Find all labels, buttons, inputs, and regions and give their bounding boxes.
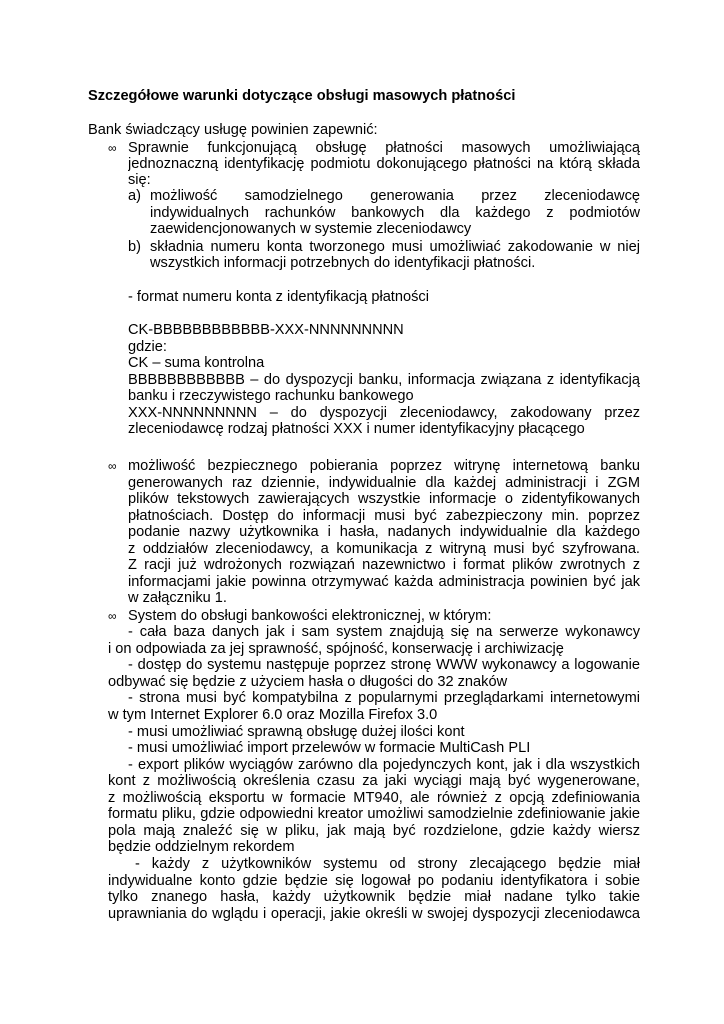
bullet1-line: się: — [128, 172, 151, 188]
bullet2-line: podanie nazwy użytkownika i hasła, nadanych indywidualnie dla każdego — [128, 524, 640, 540]
bullet-infinity-icon: ∞ — [108, 459, 117, 473]
bullet3-line: tylko znanego hasła, każdy użytkownik będzie miał nadane tylko takie — [108, 889, 640, 905]
bullet1-line: Sprawnie funkcjonującą obsługę płatności masowych umożliwiającą — [128, 140, 640, 156]
gdzie-label: gdzie: — [128, 339, 167, 355]
xxx-definition-line: XXX-NNNNNNNNN – do dyspozycji zleceniodawcy, zakodowany przez — [128, 405, 640, 421]
document-title: Szczegółowe warunki dotyczące obsługi masowych płatności — [88, 88, 516, 104]
format-heading: - format numeru konta z identyfikacją płatności — [128, 289, 429, 305]
bullet3-line: - export plików wyciągów zarówno dla pojedynczych kont, jak i dla wszystkich — [128, 757, 640, 773]
bullet2-line: w załączniku 1. — [128, 590, 227, 606]
bullet2-line: Z racji już wdrożonych rozwiązań nazewnictwo i format plików zwrotnych z — [128, 557, 640, 573]
bullet2-line: informacjami jakie powinna otrzymywać każda administracja powinien być jak — [128, 574, 640, 590]
bullet3-line: indywidualne konto gdzie będzie się logował po podaniu identyfikatora i sobie — [108, 873, 640, 889]
bullet3-line: - każdy z użytkowników systemu od strony zlecającego będzie miał — [135, 856, 640, 872]
bullet3-line: - musi umożliwiać sprawną obsługę dużej ilości kont — [128, 724, 465, 740]
ck-definition: CK – suma kontrolna — [128, 355, 265, 371]
xxx-definition-line: zleceniodawcę rodzaj płatności XXX i numer identyfikacyjny płacącego — [128, 421, 585, 437]
bullet3-line: z możliwością eksportu w formacie MT940, ale również z opcją zdefiniowania — [108, 790, 640, 806]
bullet-infinity-icon: ∞ — [108, 609, 117, 623]
bb-definition-line: banku i rzeczywistego rachunku bankowego — [128, 388, 414, 404]
sublist-marker-b: b) — [128, 239, 141, 255]
sublist-a-line: możliwość samodzielnego generowania przez zleceniodawcę — [150, 188, 640, 204]
bullet1-line: jednoznaczną identyfikację podmiotu dokonującego płatności na którą składa — [128, 156, 640, 172]
bullet3-line: - strona musi być kompatybilna z popularnymi przeglądarkami internetowymi — [128, 690, 640, 706]
bullet3-line: będzie oddzielnym rekordem — [108, 839, 295, 855]
bullet3-line: i on odpowiada za jej sprawność, spójność, konserwację i archiwizację — [108, 641, 564, 657]
bullet-infinity-icon: ∞ — [108, 141, 117, 155]
bullet3-line: pola mają znaleźć się w pliku, jak mają być rozdzielone, gdzie każdy wiersz — [108, 823, 640, 839]
bullet3-heading: System do obsługi bankowości elektronicznej, w którym: — [128, 608, 492, 624]
sublist-marker-a: a) — [128, 188, 141, 204]
bullet2-line: generowanych raz dziennie, indywidualnie dla każdej administracji i ZGM — [128, 475, 640, 491]
intro-text: Bank świadczący usługę powinien zapewnić: — [88, 122, 378, 138]
bullet3-line: - musi umożliwiać import przelewów w formacie MultiCash PLI — [128, 740, 531, 756]
bullet2-line: plików tekstowych zawierających wszystkie informacje o zidentyfikowanych — [128, 491, 640, 507]
sublist-a-line: zaewidencjonowanych w systemie zleceniodawcy — [150, 221, 472, 237]
bb-definition-line: BBBBBBBBBBBB – do dyspozycji banku, informacja związana z identyfikacją — [128, 372, 640, 388]
bullet3-line: w tym Internet Explorer 6.0 oraz Mozilla Firefox 3.0 — [108, 707, 438, 723]
sublist-b-line: wszystkich informacji potrzebnych do identyfikacji płatności. — [150, 255, 536, 271]
bullet3-line: odbywać się będzie z użyciem hasła o długości do 32 znaków — [108, 674, 508, 690]
bullet3-line: - dostęp do systemu następuje poprzez stronę WWW wykonawcy a logowanie — [128, 657, 640, 673]
account-format-code: CK-BBBBBBBBBBBB-XXX-NNNNNNNNN — [128, 322, 404, 338]
bullet2-line: możliwość bezpiecznego pobierania poprzez witrynę internetową banku — [128, 458, 640, 474]
bullet3-line: kont z możliwością określenia czasu za jaki wyciągi mają być wygenerowane, — [108, 773, 640, 789]
bullet3-line: formatu pliku, gdzie odpowiedni kreator umożliwi samodzielnie zdefiniowanie jakie — [108, 806, 640, 822]
bullet3-line: uprawniania do wglądu i operacji, jakie określi w swojej dyspozycji zleceniodawca — [108, 906, 640, 922]
bullet3-line: - cała baza danych jak i sam system znajdują się na serwerze wykonawcy — [128, 624, 640, 640]
bullet2-line: płatnościach. Dostęp do informacji musi być zabezpieczony min. poprzez — [128, 508, 640, 524]
bullet2-line: z oddziałów zleceniodawcy, a komunikacja z witryną musi być szyfrowana. — [128, 541, 640, 557]
sublist-a-line: indywidualnych rachunków bankowych dla każdego z podmiotów — [150, 205, 640, 221]
sublist-b-line: składnia numeru konta tworzonego musi umożliwiać zakodowanie w niej — [150, 239, 640, 255]
